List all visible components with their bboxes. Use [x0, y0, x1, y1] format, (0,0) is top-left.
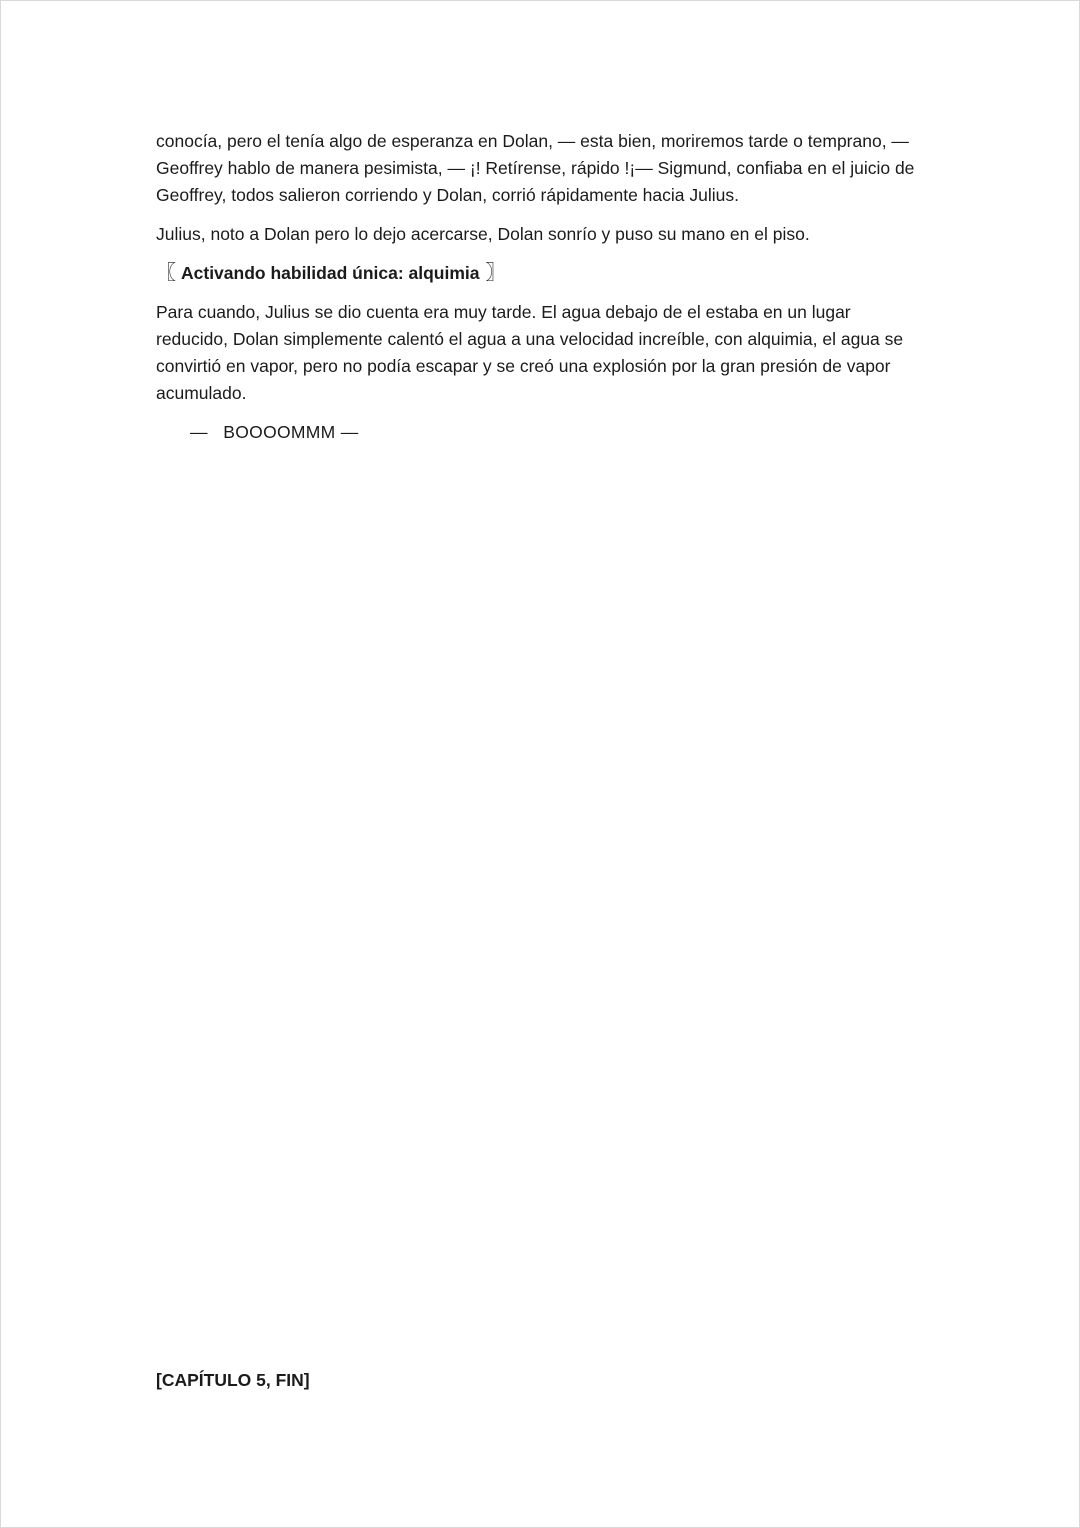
- paragraph-1: conocía, pero el tenía algo de esperanza en Dolan, — esta bien, moriremos tarde o temprano, — Geoffrey hablo de manera pesimista, — ¡! Retírense, rápido !¡— Sigmund, confiaba en el juicio de Geoffrey, todos salieron corriendo y Dolan, corrió rápidamente hacia Julius.: [156, 131, 915, 205]
- paragraph-3: Para cuando, Julius se dio cuenta era muy tarde. El agua debajo de el estaba en un lugar reducido, Dolan simplemente calentó el agua a una velocidad increíble, con alquimia, el agua se convirtió en vapor, pero no podía escapar y se creó una explosión por la gran presión de vapor acumulado.: [156, 302, 904, 403]
- skill-heading: [156, 260, 926, 287]
- close-bracket: 〗: [485, 262, 506, 284]
- chapter-end-label: [CAPÍTULO 5, FIN]: [156, 1370, 310, 1390]
- open-bracket: 〖: [156, 262, 176, 284]
- document-body: [156, 128, 926, 446]
- sound-effect: — BOOOOMMM —: [190, 422, 359, 442]
- skill-heading-text: Activando habilidad única: alquimia: [181, 263, 480, 283]
- paragraph-2: Julius, noto a Dolan pero lo dejo acercarse, Dolan sonrío y puso su mano en el piso.: [156, 224, 810, 244]
